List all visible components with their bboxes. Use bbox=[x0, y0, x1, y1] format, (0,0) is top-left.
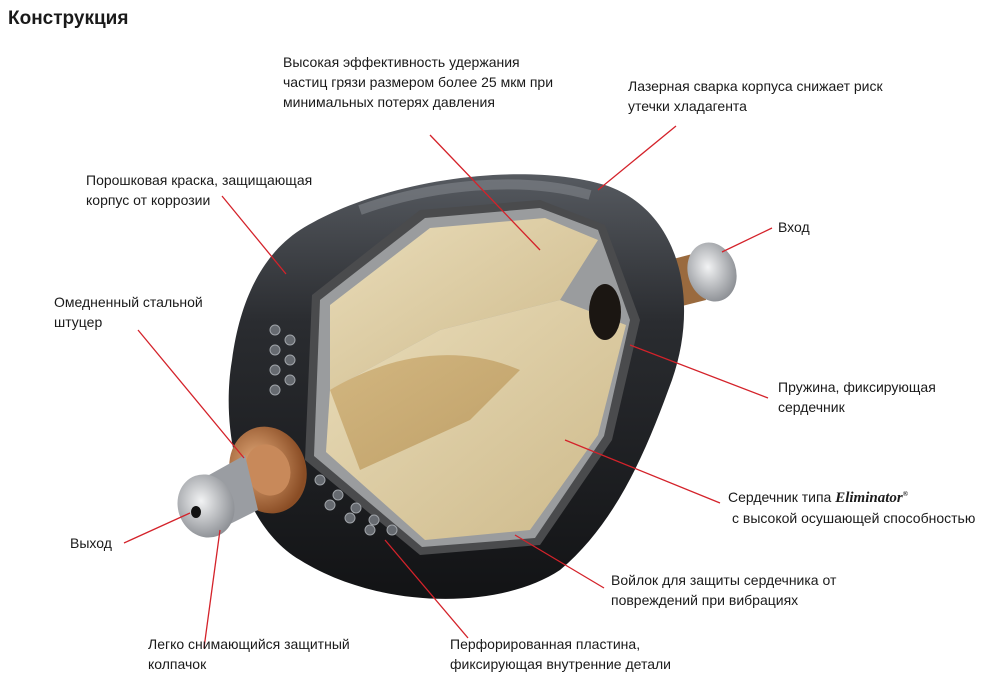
label-outlet: Выход bbox=[70, 535, 112, 551]
label-copper-fitting: Омедненный стальной штуцер bbox=[54, 294, 203, 330]
leader-fitting bbox=[138, 330, 244, 458]
label-inlet: Вход bbox=[778, 219, 810, 235]
label-laser-weld: Лазерная сварка корпуса снижает риск утечки хладагента bbox=[628, 78, 883, 114]
eliminator-brand: Eliminator® bbox=[835, 490, 908, 506]
label-perforated-plate: Перфорированная пластина, фиксирующая внутренние детали bbox=[450, 636, 671, 672]
label-spring: Пружина, фиксирующая сердечник bbox=[778, 379, 936, 415]
label-protective-cap: Легко снимающийся защитный колпачок bbox=[148, 636, 350, 672]
page-title: Конструкция bbox=[8, 8, 129, 29]
leader-inlet bbox=[722, 228, 772, 252]
leader-cap bbox=[204, 530, 220, 648]
label-powder-paint: Порошковая краска, защищающая корпус от коррозии bbox=[86, 172, 313, 208]
label-felt: Войлок для защиты сердечника от повреждений при вибрациях bbox=[611, 572, 837, 608]
label-efficiency: Высокая эффективность удержания частиц грязи размером более 25 мкм при минимальных потерях давления bbox=[283, 54, 554, 110]
label-core: Сердечник типа Eliminator® с высокой осушающей способностью bbox=[728, 489, 976, 526]
leader-outlet bbox=[124, 513, 190, 543]
leader-laser bbox=[598, 126, 676, 190]
